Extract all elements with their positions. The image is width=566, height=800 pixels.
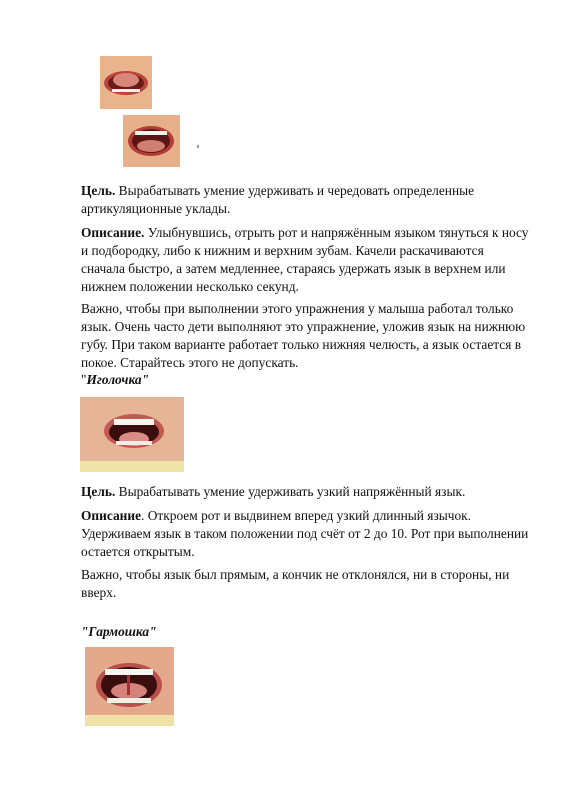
section1-note: Важно, чтобы при выполнении этого упражнения у малыша работал только язык. Очень часто дети выполняют это упражнение, уложив язык на нижнюю губу. При таком варианте работает только нижняя челюсть, а язык остается в покое. Старайтесь этого не допускать. <box>81 301 526 370</box>
goal-label: Цель. <box>81 484 116 499</box>
title-quote: " <box>81 372 87 387</box>
description-text: . Откроем рот и выдвинем вперед узкий длинный язычок. Удерживаем язык в таком положении под счёт от 2 до 10. Рот при выполнении остается открытым. <box>81 508 529 559</box>
section2-title <box>81 371 149 389</box>
description-text: Улыбнувшись, отрыть рот и напряжённым языком тянуться к носу и подбородку, либо к нижним и верхним зубам. Качели раскачиваются сначала быстро, а затем медленнее, стараясь удержать язык в верхнем или нижнем положении несколько секунд. <box>81 225 529 294</box>
section2-description <box>81 507 531 561</box>
section3-title: "Гармошка" <box>81 624 157 639</box>
description-label: Описание <box>81 508 142 523</box>
goal-text: Вырабатывать умение удерживать и чередовать определенные артикуляционные уклады. <box>81 183 475 216</box>
description-label: Описание. <box>81 225 145 240</box>
section1-goal <box>81 182 531 218</box>
goal-label: Цель. <box>81 183 116 198</box>
goal-text: Вырабатывать умение удерживать узкий напряжённый язык. <box>115 484 466 499</box>
mouth-photo-tongue-up <box>100 56 152 109</box>
stray-mark <box>197 145 199 148</box>
mouth-photo-tongue-down <box>123 115 180 167</box>
mouth-photo-needle <box>80 397 184 472</box>
section2-goal <box>81 483 531 501</box>
section1-description <box>81 224 531 296</box>
mouth-photo-accordion <box>85 647 174 726</box>
section2-note: Важно, чтобы язык был прямым, а кончик не отклонялся, ни в стороны, ни вверх. <box>81 567 510 600</box>
title-text: Иголочка" <box>86 372 150 387</box>
